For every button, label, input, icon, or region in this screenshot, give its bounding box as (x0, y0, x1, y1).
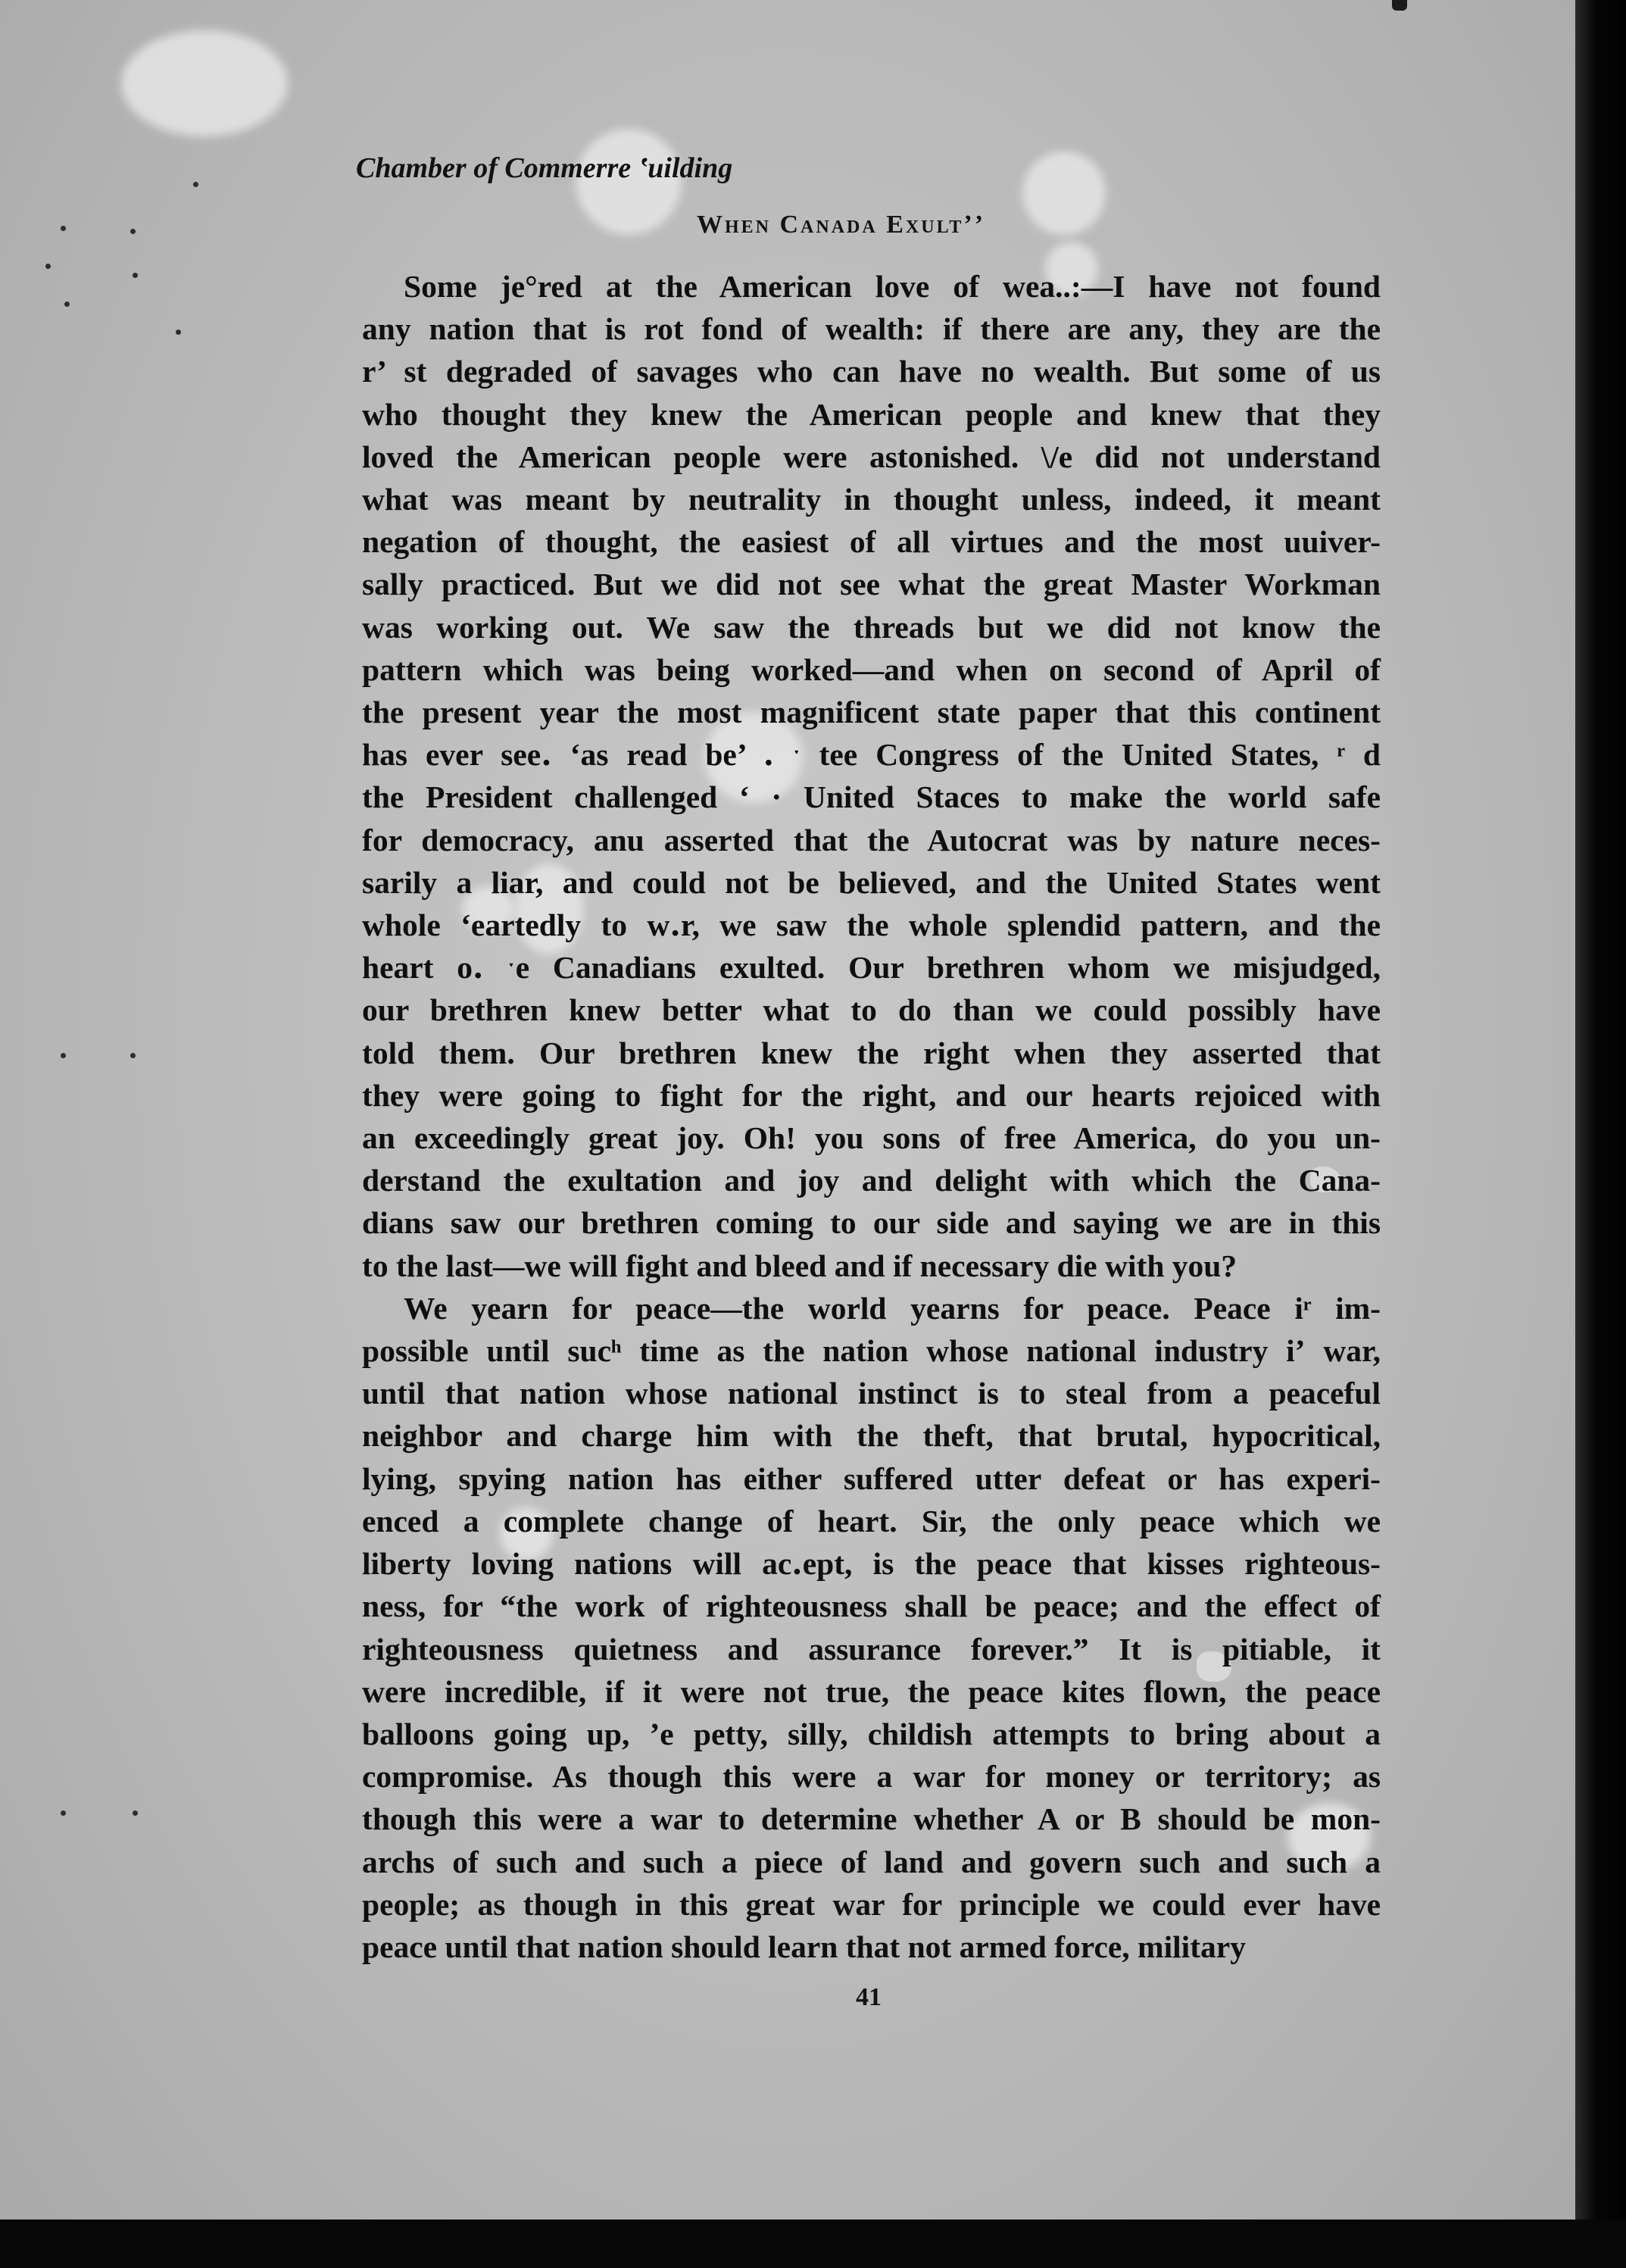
text-line: lying, spying nation has either suffered utter defeat or has experi- (362, 1460, 1381, 1496)
paper-stain (1022, 152, 1106, 235)
text-line: possible until sucʰ time as the nation whose national industry iʼ war, (362, 1333, 1381, 1369)
text-line: compromise. As though this were a war for money or territory; as (362, 1759, 1381, 1795)
margin-speck (130, 1053, 136, 1058)
text-line: sally practiced. But we did not see what the great Master Workman (362, 567, 1381, 602)
text-line: the President challenged ‘ · United Staces to make the world safe (362, 779, 1381, 815)
margin-speck (61, 226, 66, 231)
text-line: though this were a war to determine whether A or B should be mon- (362, 1801, 1381, 1837)
text-line: neighbor and charge him with the theft, that brutal, hypocritical, (362, 1418, 1381, 1454)
scan-edge-right (1575, 0, 1626, 2268)
text-line: until that nation whose national instinct is to steal from a peaceful (362, 1376, 1381, 1411)
text-line: has ever see․ ʻas read be’ ․ ˑ tеe Congress of the United States, ʳ d (362, 737, 1381, 773)
paragraph-1 (362, 265, 1381, 1287)
text-line: dians saw our brethren coming to our side and saying we are in this (362, 1205, 1381, 1241)
text-line: peace until that nation should learn that not armed force, military (362, 1929, 1246, 1964)
margin-speck (176, 330, 181, 335)
margin-speck (133, 273, 138, 278)
text-line: Some je°red at the American love of wea..:—I have not found (404, 269, 1381, 304)
text-line: sarily a liar, and could not be believed, and the United States went (362, 864, 1381, 900)
text-line: our brethren knew better what to do than we could possibly have (362, 992, 1381, 1028)
margin-speck (64, 301, 70, 307)
text-line: told them. Our brethren knew the right when they asserted that (362, 1035, 1381, 1070)
margin-speck (133, 1810, 138, 1816)
margin-speck (61, 1810, 66, 1816)
text-line: heart o․ ˑe Canadians exulted. Our brethren whom we misjudged, (362, 950, 1381, 986)
text-line: enced a complete change of heart. Sir, the only peace which we (362, 1503, 1381, 1539)
text-line: ness, for “the work of righteousness shall be peace; and the effect of (362, 1589, 1381, 1624)
paragraph-2 (362, 1287, 1381, 1968)
margin-speck (130, 229, 136, 234)
text-line: was working out. We saw the threads but we did not know the (362, 609, 1381, 645)
text-line: for democracy, anu asserted that the Autocrat was by nature neces- (362, 822, 1381, 858)
text-line: any nation that is rot fond of wealth: if there are any, they are the (362, 311, 1381, 347)
margin-speck (61, 1053, 66, 1058)
text-line: they were going to fight for the right, and our hearts rejoiced with (362, 1077, 1381, 1113)
text-line: r’ st degraded of savages who can have no wealth. But some of us (362, 354, 1381, 389)
text-line: derstand the exultation and joy and delight with which the Cana- (362, 1163, 1381, 1198)
scan-edge-bottom (0, 2220, 1626, 2268)
text-line: liberty loving nations will ac․ept, is the peace that kisses righteous- (362, 1546, 1381, 1582)
text-line: an exceedingly great joy. Oh! you sons of free America, do you un- (362, 1120, 1381, 1156)
running-head: Chamber of Commerre ʽuilding (356, 152, 733, 184)
text-line: loved the American people were astonished. \/e did not understand (362, 439, 1381, 474)
paper-stain (121, 30, 288, 136)
text-line: were incredible, if it were not true, the peace kites flown, the peace (362, 1673, 1381, 1709)
text-line: archs of such and such a piece of land and govern such and such a (362, 1844, 1381, 1879)
margin-speck (193, 182, 198, 187)
text-line: pattern which was being worked—and when on second of April of (362, 651, 1381, 687)
text-line: people; as though in this great war for principle we could ever have (362, 1886, 1381, 1922)
page-corner-mark (1392, 0, 1407, 11)
text-line: negation of thought, the easiest of all virtues and the most uuiver- (362, 524, 1381, 560)
text-line: We yearn for peace—the world yearns for peace. Peace iʳ im- (404, 1290, 1381, 1326)
text-line: what was meant by neutrality in thought unless, indeed, it meant (362, 482, 1381, 517)
page-number: 41 (856, 1983, 882, 2011)
text-line: to the last—we will fight and bleed and if necessary die with you? (362, 1248, 1237, 1283)
text-line: whole ʻeartedly to w․r, we saw the whole splendid pattern, and the (362, 908, 1381, 943)
text-line: who thought they knew the American people and knew that they (362, 396, 1381, 432)
text-line: balloons going up, ʼe petty, silly, childish attempts to bring about a (362, 1716, 1381, 1751)
margin-speck (45, 264, 51, 269)
chapter-title: When Canada Exultʼ’ (697, 211, 986, 239)
text-line: righteousness quietness and assurance forever.” It is pitiable, it (362, 1631, 1381, 1667)
text-line: the present year the most magnificent state paper that this continent (362, 695, 1381, 730)
body-text (362, 265, 1381, 1968)
